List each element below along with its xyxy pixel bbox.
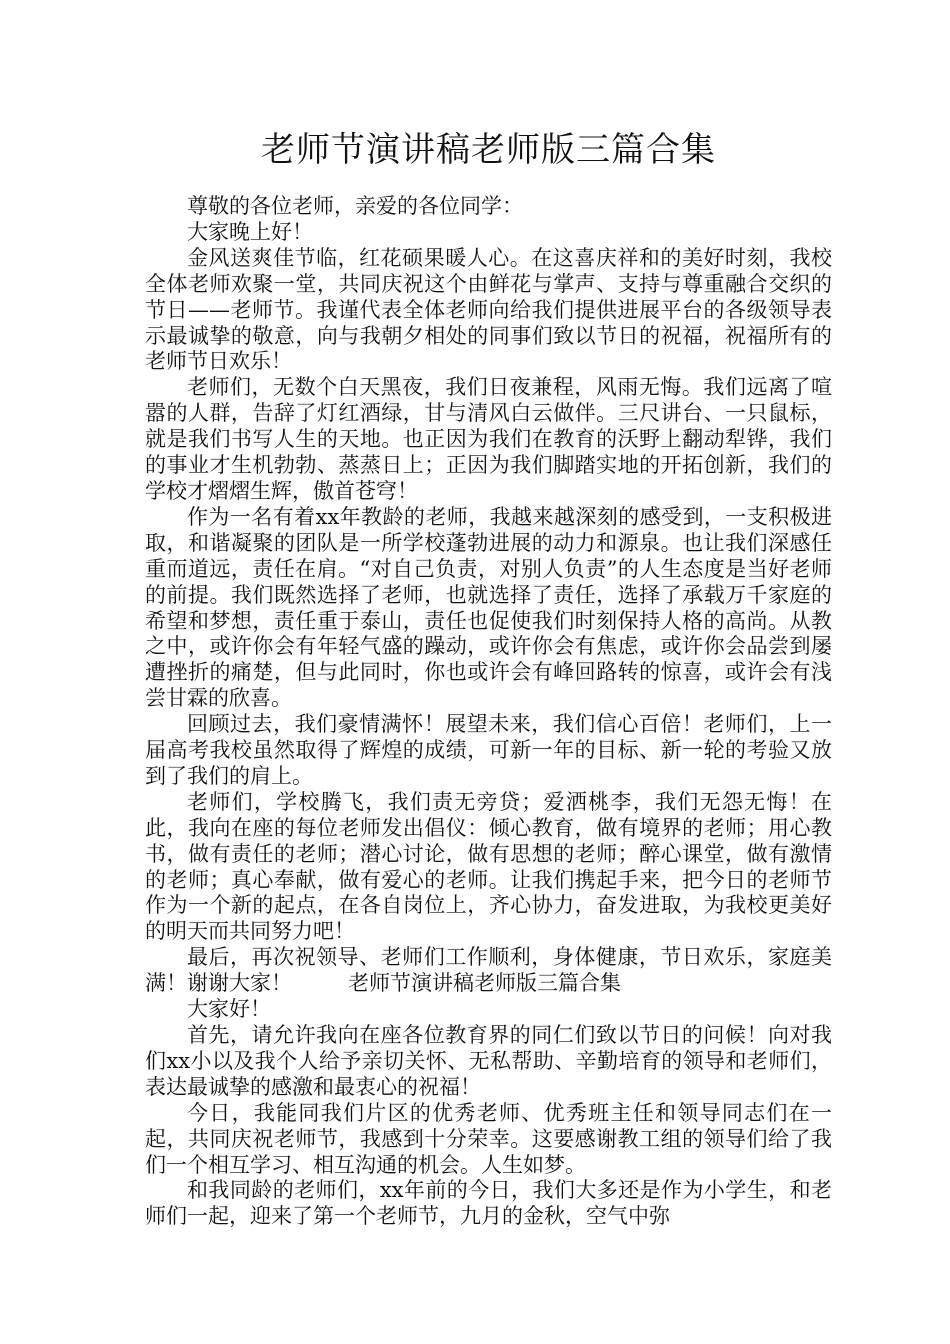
paragraph: 金风送爽佳节临，红花硕果暖人心。在这喜庆祥和的美好时刻，我校全体老师欢聚一堂，共同庆祝这个由鲜花与掌声、支持与尊重融合交织的节日——老师节。我谨代表全体老师向给我们提供进展平台的各级领导表示最诚挚的敬意，向与我朝夕相处的同事们致以节日的祝福，祝福所有的老师节日欢乐！ [145,245,832,374]
document-body [145,194,832,1230]
paragraph: 大家晚上好！ [187,219,313,244]
paragraph: 老师们，无数个白天黑夜，我们日夜兼程，风雨无悔。我们远离了喧嚣的人群，告辞了灯红酒绿，甘与清风白云做伴。三尺讲台、一只鼠标，就是我们书写人生的天地。也正因为我们在教育的沃野上翻动犁铧，我们的事业才生机勃勃、蒸蒸日上；正因为我们脚踏实地的开拓创新，我们的学校才熠熠生辉，傲首苍穹！ [145,375,832,503]
paragraph: 和我同龄的老师们，xx年前的今日，我们大多还是作为小学生，和老师们一起，迎来了第一个老师节，九月的金秋，空气中弥 [145,1178,832,1229]
paragraph: 首先，请允许我向在座各位教育界的同仁们致以节日的问候！向对我们xx小以及我个人给予亲切关怀、无私帮助、辛勤培育的领导和老师们，表达最诚挚的感激和最衷心的祝福！ [145,1023,832,1099]
paragraph: 大家好！ [187,997,271,1022]
paragraph: 今日，我能同我们片区的优秀老师、优秀班主任和领导同志们在一起，共同庆祝老师节，我感到十分荣幸。这要感谢教工组的领导们给了我们一个相互学习、相互沟通的机会。人生如梦。 [145,1100,832,1177]
paragraph: 回顾过去，我们豪情满怀！展望未来，我们信心百倍！老师们，上一届高考我校虽然取得了辉煌的成绩，可新一年的目标、新一轮的考验又放到了我们的肩上。 [145,712,832,788]
paragraph: 作为一名有着xx年教龄的老师，我越来越深刻的感受到，一支积极进取，和谐凝聚的团队是一所学校蓬勃进展的动力和源泉。也让我们深感任重而道远，责任在肩。“对自己负责，对别人负责”的人生态度是当好老师的前提。我们既然选择了老师，也就选择了责任，选择了承载万千家庭的希望和梦想，责任重于泰山，责任也促使我们时刻保持人格的高尚。从教之中，或许你会有年轻气盛的躁动，或许你会有焦虑，或许你会品尝到屡遭挫折的痛楚，但与此同时，你也或许会有峰回路转的惊喜，或许会有浅尝甘霖的欣喜。 [145,504,832,711]
document-title: 老师节演讲稿老师版三篇合集 [261,130,716,170]
paragraph: 老师们，学校腾飞，我们责无旁贷；爱洒桃李，我们无怨无悔！在此，我向在座的每位老师发出倡仪：倾心教育，做有境界的老师；用心教书，做有责任的老师；潜心讨论，做有思想的老师；醉心课堂，做有激情的老师；真心奉献，做有爱心的老师。让我们携起手来，把今日的老师节作为一个新的起点，在各自岗位上，齐心协力，奋发进取，为我校更美好的明天而共同努力吧！ [145,789,832,944]
closing-paragraph [145,945,832,997]
closing-text: 最后，再次祝领导、老师们工作顺利，身体健康，节日欢乐，家庭美满！谢谢大家！ [145,945,832,996]
paragraph: 尊敬的各位老师，亲爱的各位同学： [187,194,523,218]
inline-heading: 老师节演讲稿老师版三篇合集 [348,971,621,996]
